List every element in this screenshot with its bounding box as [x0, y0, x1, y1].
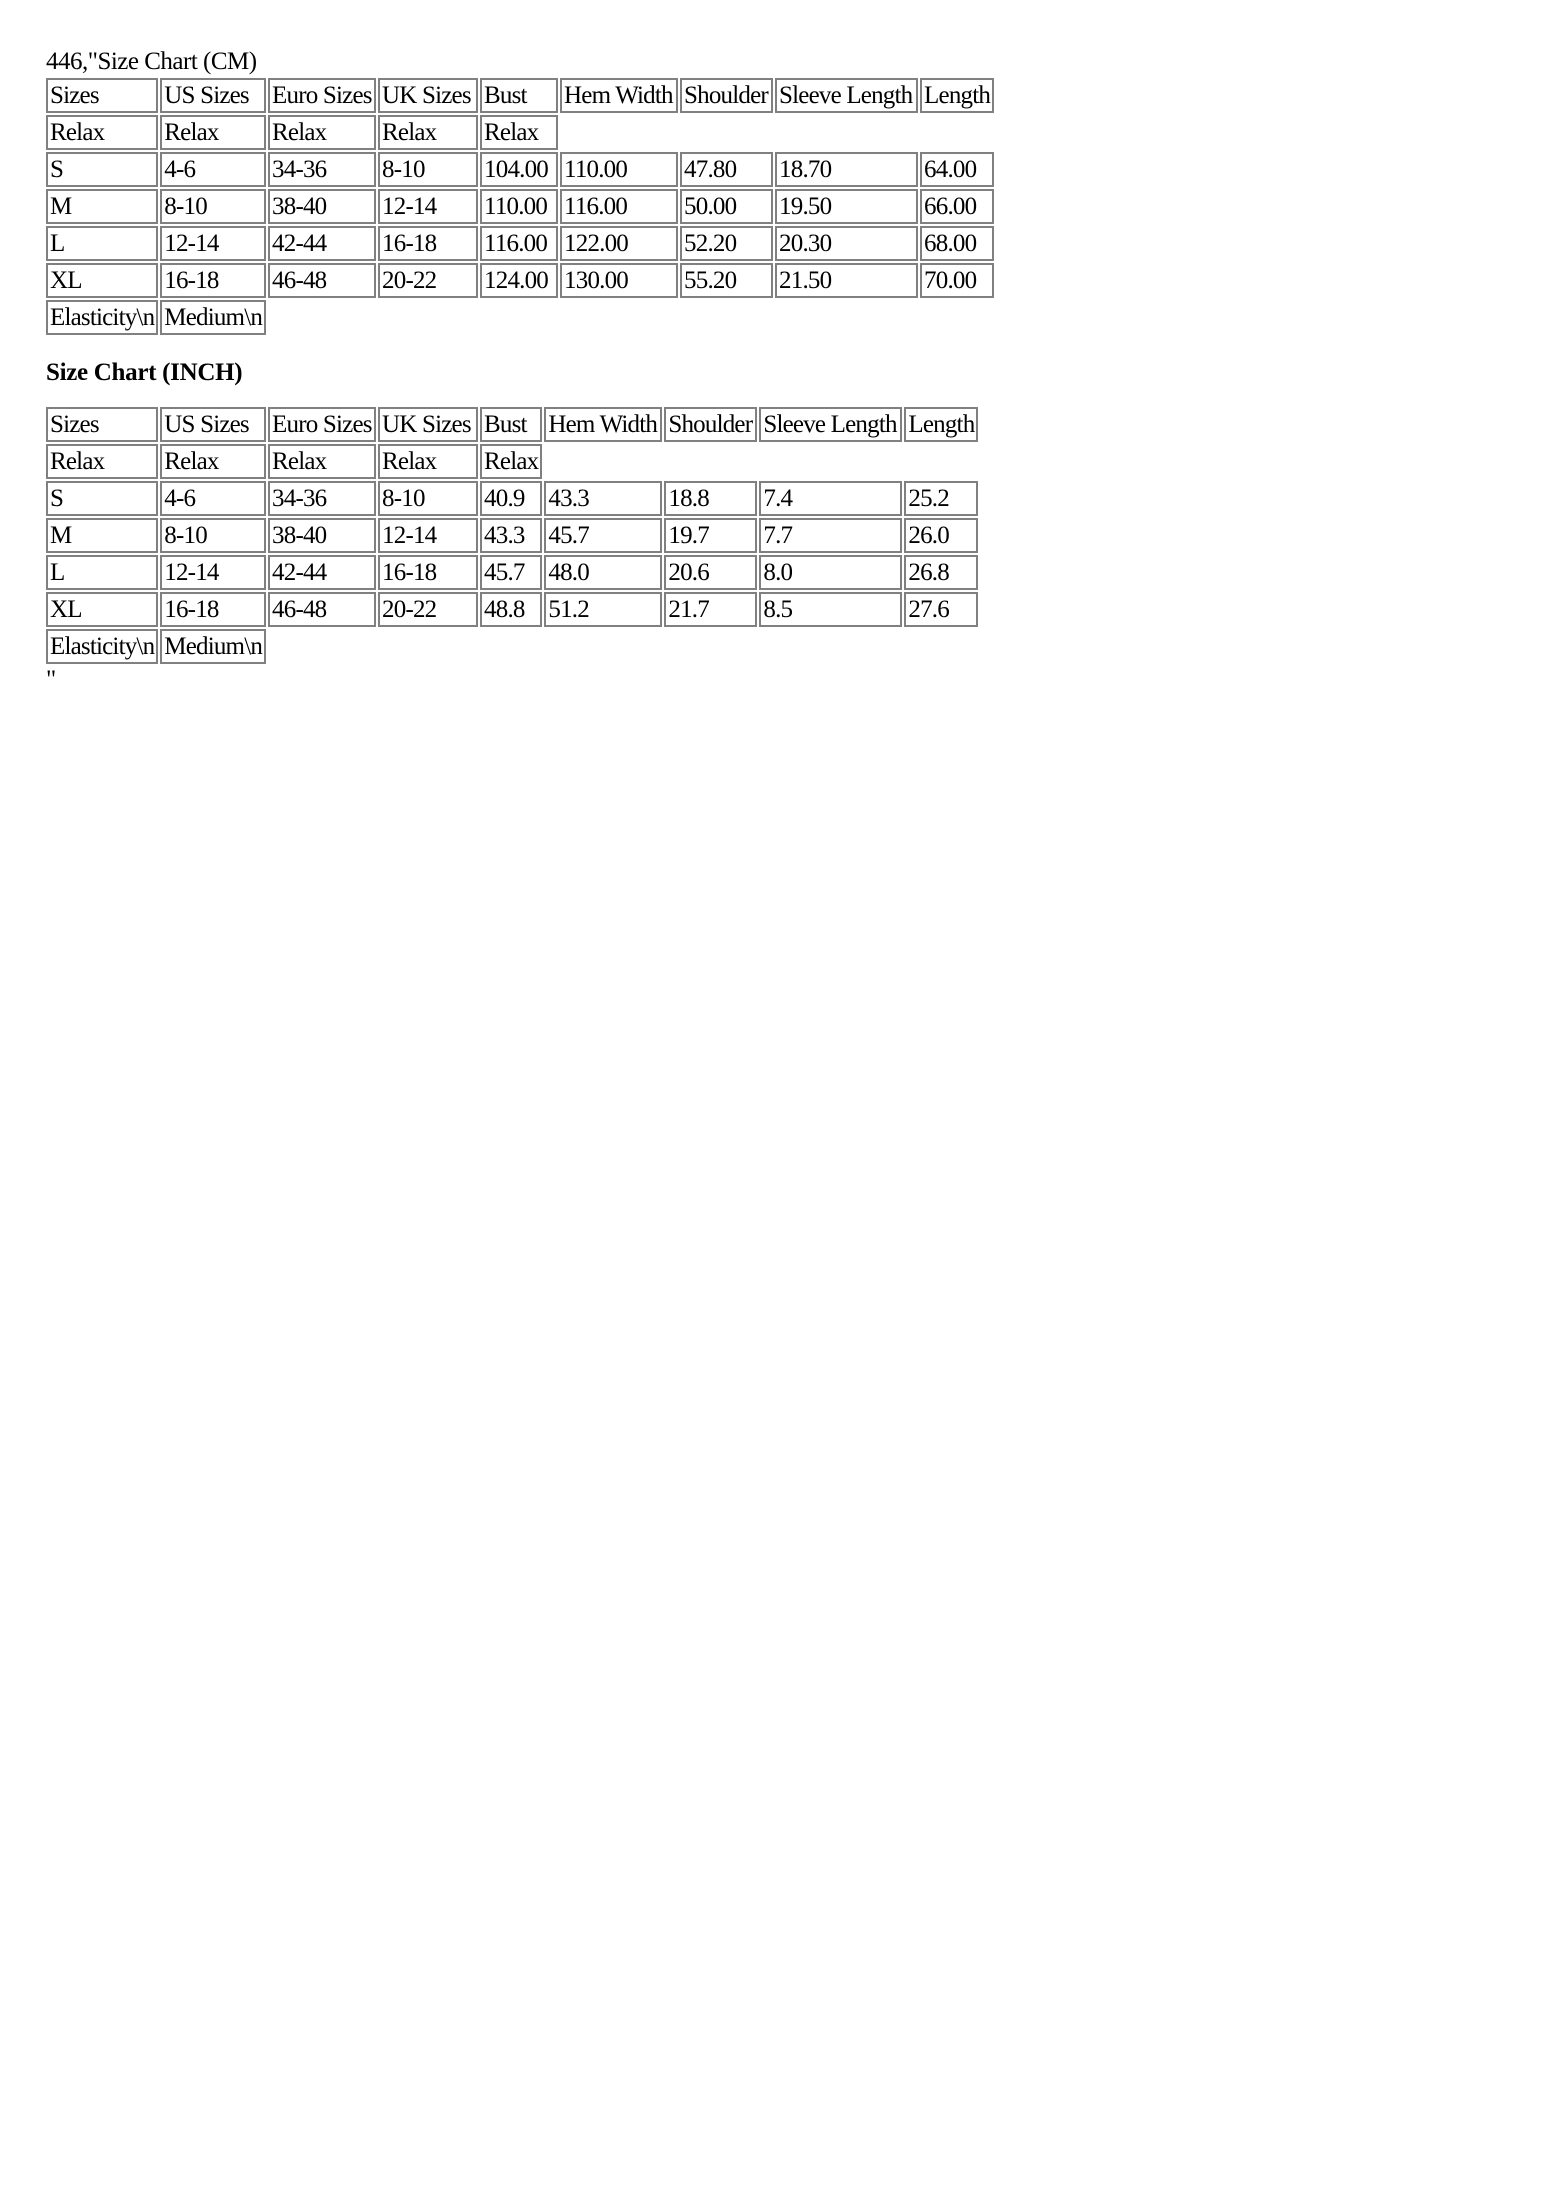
table-cell: 46-48: [268, 263, 376, 298]
empty-cell: [544, 444, 662, 479]
table-cell: M: [46, 189, 158, 224]
table-row: [46, 226, 994, 261]
table-cell: L: [46, 226, 158, 261]
table-cell: Relax: [160, 444, 266, 479]
table-cell: 42-44: [268, 555, 376, 590]
table-row: [46, 152, 994, 187]
table-cell: Relax: [480, 115, 558, 150]
empty-cell: [759, 444, 902, 479]
table-cell: 16-18: [378, 226, 478, 261]
table-cell: Relax: [160, 115, 266, 150]
table-cell: US Sizes: [160, 78, 266, 113]
table-cell: 48.0: [544, 555, 662, 590]
table-row: [46, 629, 978, 664]
table-cell: Elasticity\n: [46, 300, 158, 335]
table-cell: 34-36: [268, 481, 376, 516]
table-cell: UK Sizes: [378, 407, 478, 442]
table-cell: 64.00: [920, 152, 994, 187]
table-cell: L: [46, 555, 158, 590]
empty-cell: [560, 115, 678, 150]
table-cell: S: [46, 152, 158, 187]
table-cell: 7.4: [759, 481, 902, 516]
table-row: [46, 444, 978, 479]
table-cell: Medium\n: [160, 629, 266, 664]
table-cell: 110.00: [480, 189, 558, 224]
empty-cell: [920, 115, 994, 150]
table-cell: 116.00: [560, 189, 678, 224]
table-cell: Euro Sizes: [268, 407, 376, 442]
table-cell: 27.6: [904, 592, 978, 627]
table-cell: 18.70: [775, 152, 918, 187]
table-cell: 130.00: [560, 263, 678, 298]
empty-cell: [544, 629, 662, 664]
table-cell: 68.00: [920, 226, 994, 261]
table-cell: 38-40: [268, 189, 376, 224]
table-cell: Bust: [480, 407, 542, 442]
table-cell: 18.8: [664, 481, 757, 516]
table-cell: 16-18: [378, 555, 478, 590]
table-cell: 21.7: [664, 592, 757, 627]
table-cell: Medium\n: [160, 300, 266, 335]
table-cell: 38-40: [268, 518, 376, 553]
empty-cell: [664, 444, 757, 479]
table-row: [46, 555, 978, 590]
table-cell: 26.0: [904, 518, 978, 553]
empty-cell: [378, 300, 478, 335]
empty-cell: [775, 300, 918, 335]
size-chart-inch-table: [44, 405, 980, 666]
table-cell: US Sizes: [160, 407, 266, 442]
table-cell: 4-6: [160, 481, 266, 516]
table-cell: 34-36: [268, 152, 376, 187]
table-cell: Sleeve Length: [775, 78, 918, 113]
table-cell: Sleeve Length: [759, 407, 902, 442]
table-row: [46, 592, 978, 627]
empty-cell: [480, 300, 558, 335]
closing-quote: ": [46, 666, 57, 693]
table-cell: 16-18: [160, 263, 266, 298]
size-chart-cm-table: [44, 76, 996, 337]
empty-cell: [378, 629, 478, 664]
table-row: [46, 189, 994, 224]
table-cell: 7.7: [759, 518, 902, 553]
table-cell: UK Sizes: [378, 78, 478, 113]
table-cell: 8-10: [378, 152, 478, 187]
table-cell: 45.7: [544, 518, 662, 553]
table-row: [46, 407, 978, 442]
table-cell: 20.6: [664, 555, 757, 590]
table-cell: 104.00: [480, 152, 558, 187]
table-cell: 12-14: [378, 189, 478, 224]
table-cell: Relax: [46, 115, 158, 150]
table-cell: 8-10: [160, 189, 266, 224]
table-cell: 8.5: [759, 592, 902, 627]
table-row: [46, 300, 994, 335]
empty-cell: [775, 115, 918, 150]
table-cell: 124.00: [480, 263, 558, 298]
table-cell: 116.00: [480, 226, 558, 261]
table-cell: Length: [904, 407, 978, 442]
table-cell: 8-10: [160, 518, 266, 553]
table-cell: Sizes: [46, 78, 158, 113]
table-cell: 40.9: [480, 481, 542, 516]
table-cell: 42-44: [268, 226, 376, 261]
empty-cell: [268, 300, 376, 335]
empty-cell: [920, 300, 994, 335]
table-cell: XL: [46, 263, 158, 298]
table-cell: XL: [46, 592, 158, 627]
table-cell: Shoulder: [664, 407, 757, 442]
empty-cell: [904, 629, 978, 664]
empty-cell: [664, 629, 757, 664]
table-cell: 55.20: [680, 263, 773, 298]
table-cell: 26.8: [904, 555, 978, 590]
table-cell: 110.00: [560, 152, 678, 187]
cm-chart-title-line: 446,"Size Chart (CM): [46, 48, 257, 75]
table-cell: Elasticity\n: [46, 629, 158, 664]
table-cell: 122.00: [560, 226, 678, 261]
table-row: [46, 78, 994, 113]
table-cell: 21.50: [775, 263, 918, 298]
table-row: [46, 518, 978, 553]
table-cell: Relax: [378, 444, 478, 479]
table-cell: Hem Width: [544, 407, 662, 442]
table-cell: Relax: [480, 444, 542, 479]
table-cell: 25.2: [904, 481, 978, 516]
empty-cell: [904, 444, 978, 479]
table-cell: 12-14: [160, 555, 266, 590]
table-cell: Hem Width: [560, 78, 678, 113]
table-cell: Length: [920, 78, 994, 113]
table-cell: 19.7: [664, 518, 757, 553]
table-cell: 52.20: [680, 226, 773, 261]
table-cell: Relax: [268, 115, 376, 150]
table-cell: 20-22: [378, 592, 478, 627]
table-cell: S: [46, 481, 158, 516]
table-cell: Relax: [46, 444, 158, 479]
empty-cell: [480, 629, 542, 664]
table-cell: Bust: [480, 78, 558, 113]
table-row: [46, 263, 994, 298]
empty-cell: [560, 300, 678, 335]
document-page: [46, 48, 1046, 694]
table-row: [46, 481, 978, 516]
table-cell: 51.2: [544, 592, 662, 627]
empty-cell: [680, 115, 773, 150]
table-cell: 8-10: [378, 481, 478, 516]
table-cell: 12-14: [160, 226, 266, 261]
table-cell: M: [46, 518, 158, 553]
empty-cell: [759, 629, 902, 664]
table-row: [46, 115, 994, 150]
table-cell: 70.00: [920, 263, 994, 298]
table-cell: Euro Sizes: [268, 78, 376, 113]
empty-cell: [680, 300, 773, 335]
table-cell: 20.30: [775, 226, 918, 261]
table-cell: 66.00: [920, 189, 994, 224]
table-cell: Relax: [378, 115, 478, 150]
table-cell: 20-22: [378, 263, 478, 298]
table-cell: 19.50: [775, 189, 918, 224]
empty-cell: [268, 629, 376, 664]
inch-chart-heading: Size Chart (INCH): [46, 359, 243, 386]
table-cell: Relax: [268, 444, 376, 479]
table-cell: 46-48: [268, 592, 376, 627]
table-cell: 4-6: [160, 152, 266, 187]
table-cell: 16-18: [160, 592, 266, 627]
table-cell: Sizes: [46, 407, 158, 442]
table-cell: 43.3: [480, 518, 542, 553]
table-cell: 8.0: [759, 555, 902, 590]
table-cell: 45.7: [480, 555, 542, 590]
table-cell: 43.3: [544, 481, 662, 516]
table-cell: 48.8: [480, 592, 542, 627]
table-cell: 47.80: [680, 152, 773, 187]
table-cell: Shoulder: [680, 78, 773, 113]
table-cell: 50.00: [680, 189, 773, 224]
table-cell: 12-14: [378, 518, 478, 553]
